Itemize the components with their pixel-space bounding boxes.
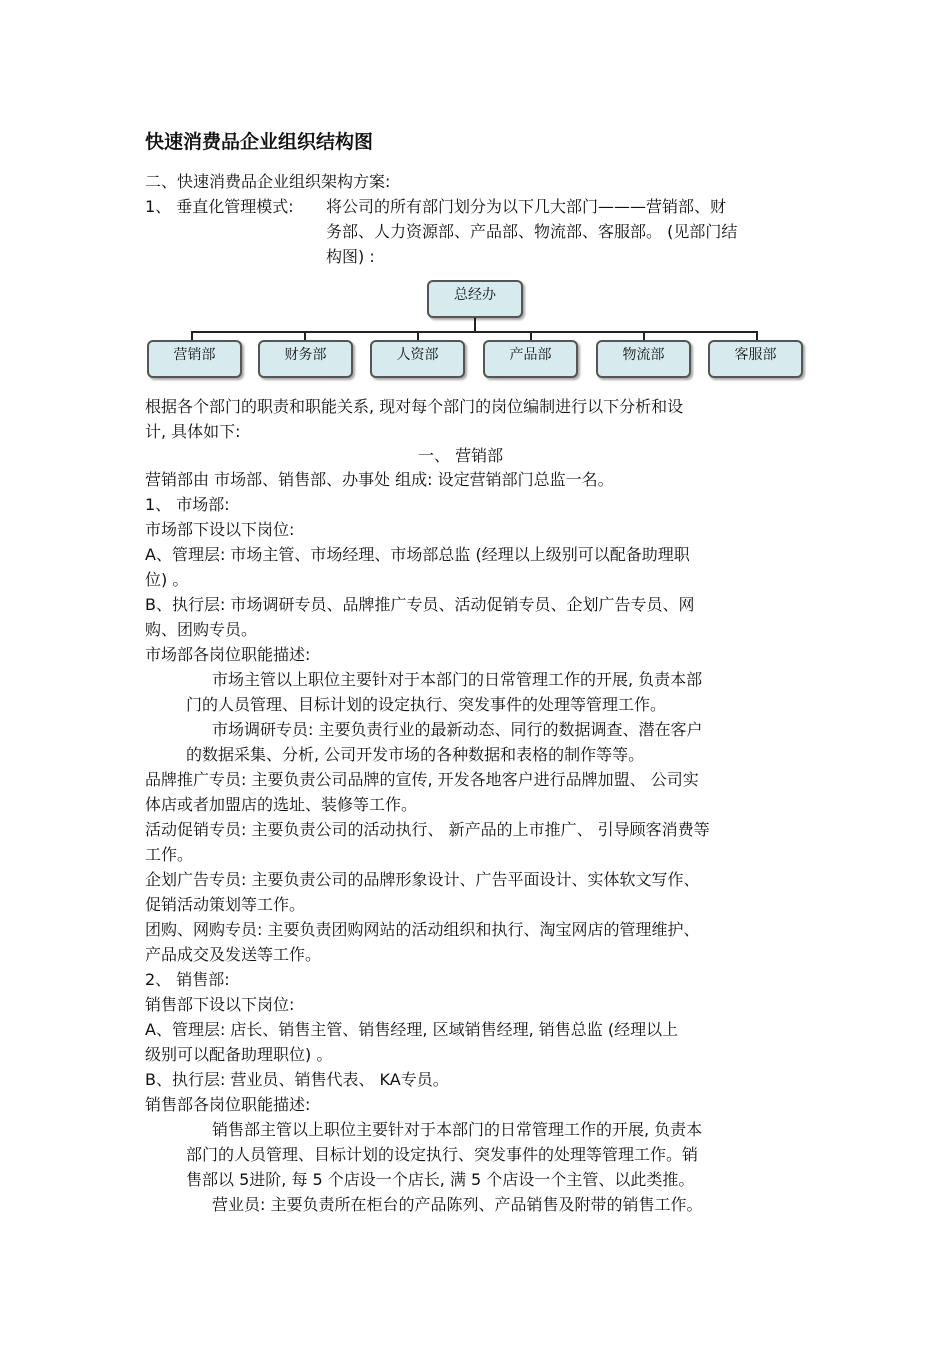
text-line: 市场主管以上职位主要针对于本部门的日常管理工作的开展, 负责本部 bbox=[212, 670, 703, 689]
text-line: 体店或者加盟店的选址、装修等工作。 bbox=[145, 795, 418, 814]
text-line: 位) 。 bbox=[145, 570, 189, 589]
page-title: 快速消费品企业组织结构图 bbox=[145, 131, 374, 153]
text-line: 促销活动策划等工作。 bbox=[145, 895, 306, 914]
mode-text-line: 将公司的所有部门划分为以下几大部门———营销部、财 bbox=[326, 197, 727, 216]
text-line: A、管理层: 店长、销售主管、销售经理, 区域销售经理, 销售总监 (经理以上 bbox=[145, 1020, 679, 1039]
org-box-dept: 财务部 bbox=[258, 340, 353, 378]
org-box-dept: 客服部 bbox=[708, 340, 803, 378]
org-box-top: 总经办 bbox=[427, 280, 523, 318]
org-box-dept: 人资部 bbox=[370, 340, 465, 378]
text-line: 2、 销售部: bbox=[145, 970, 230, 989]
text-line: 企划广告专员: 主要负责公司的品牌形象设计、广告平面设计、实体软文写作、 bbox=[145, 870, 700, 889]
mode-text-line: 务部、人力资源部、产品部、物流部、客服部。 (见部门结 bbox=[326, 222, 738, 241]
org-box-dept: 产品部 bbox=[483, 340, 578, 378]
text-line: 产品成交及发送等工作。 bbox=[145, 945, 322, 964]
section-heading: 二、快速消费品企业组织架构方案: bbox=[145, 172, 391, 191]
text-line: 售部以 5进阶, 每 5 个店设一个店长, 满 5 个店设一个主管、以此类推。 bbox=[186, 1170, 695, 1189]
text-line: 销售部下设以下岗位: bbox=[145, 995, 295, 1014]
text-line: 销售部各岗位职能描述: bbox=[145, 1095, 311, 1114]
text-line: 的数据采集、分析, 公司开发市场的各种数据和表格的制作等等。 bbox=[186, 745, 645, 764]
text-line: 市场部各岗位职能描述: bbox=[145, 645, 311, 664]
connector-line bbox=[474, 318, 476, 332]
text-line: 根据各个部门的职责和职能关系, 现对每个部门的岗位编制进行以下分析和设 bbox=[145, 397, 684, 416]
org-box-dept: 营销部 bbox=[147, 340, 242, 378]
text-line: 1、 市场部: bbox=[145, 495, 230, 514]
text-line: 购、团购专员。 bbox=[145, 620, 258, 639]
text-line: B、执行层: 营业员、销售代表、 KA专员。 bbox=[145, 1070, 449, 1089]
mode-label: 1、 垂直化管理模式: bbox=[145, 197, 294, 216]
mode-text-line: 构图) : bbox=[326, 247, 375, 266]
text-line: B、执行层: 市场调研专员、品牌推广专员、活动促销专员、企划广告专员、网 bbox=[145, 595, 695, 614]
text-line: 销售部主管以上职位主要针对于本部门的日常管理工作的开展, 负责本 bbox=[212, 1120, 703, 1139]
text-line: 营业员: 主要负责所在柜台的产品陈列、产品销售及附带的销售工作。 bbox=[212, 1195, 703, 1214]
text-line: 部门的人员管理、目标计划的设定执行、突发事件的处理等管理工作。销 bbox=[186, 1145, 699, 1164]
connector-line bbox=[191, 331, 757, 333]
text-line: 市场调研专员: 主要负责行业的最新动态、同行的数据调查、潜在客户 bbox=[212, 720, 703, 739]
text-line: 工作。 bbox=[145, 845, 194, 864]
text-line: 品牌推广专员: 主要负责公司品牌的宣传, 开发各地客户进行品牌加盟、 公司实 bbox=[145, 770, 699, 789]
text-line: 门的人员管理、目标计划的设定执行、突发事件的处理等管理工作。 bbox=[186, 695, 667, 714]
section-subheading: 一、 营销部 bbox=[418, 446, 504, 465]
text-line: 团购、网购专员: 主要负责团购网站的活动组织和执行、淘宝网店的管理维护、 bbox=[145, 920, 700, 939]
text-line: 计, 具体如下: bbox=[145, 422, 241, 441]
org-chart bbox=[145, 278, 807, 382]
text-line: 营销部由 市场部、销售部、办事处 组成: 设定营销部门总监一名。 bbox=[145, 470, 614, 489]
text-line: 市场部下设以下岗位: bbox=[145, 520, 295, 539]
text-line: 活动促销专员: 主要负责公司的活动执行、 新产品的上市推广、 引导顾客消费等 bbox=[145, 820, 710, 839]
org-box-dept: 物流部 bbox=[596, 340, 691, 378]
text-line: A、管理层: 市场主管、市场经理、市场部总监 (经理以上级别可以配备助理职 bbox=[145, 545, 690, 564]
text-line: 级别可以配备助理职位) 。 bbox=[145, 1045, 333, 1064]
